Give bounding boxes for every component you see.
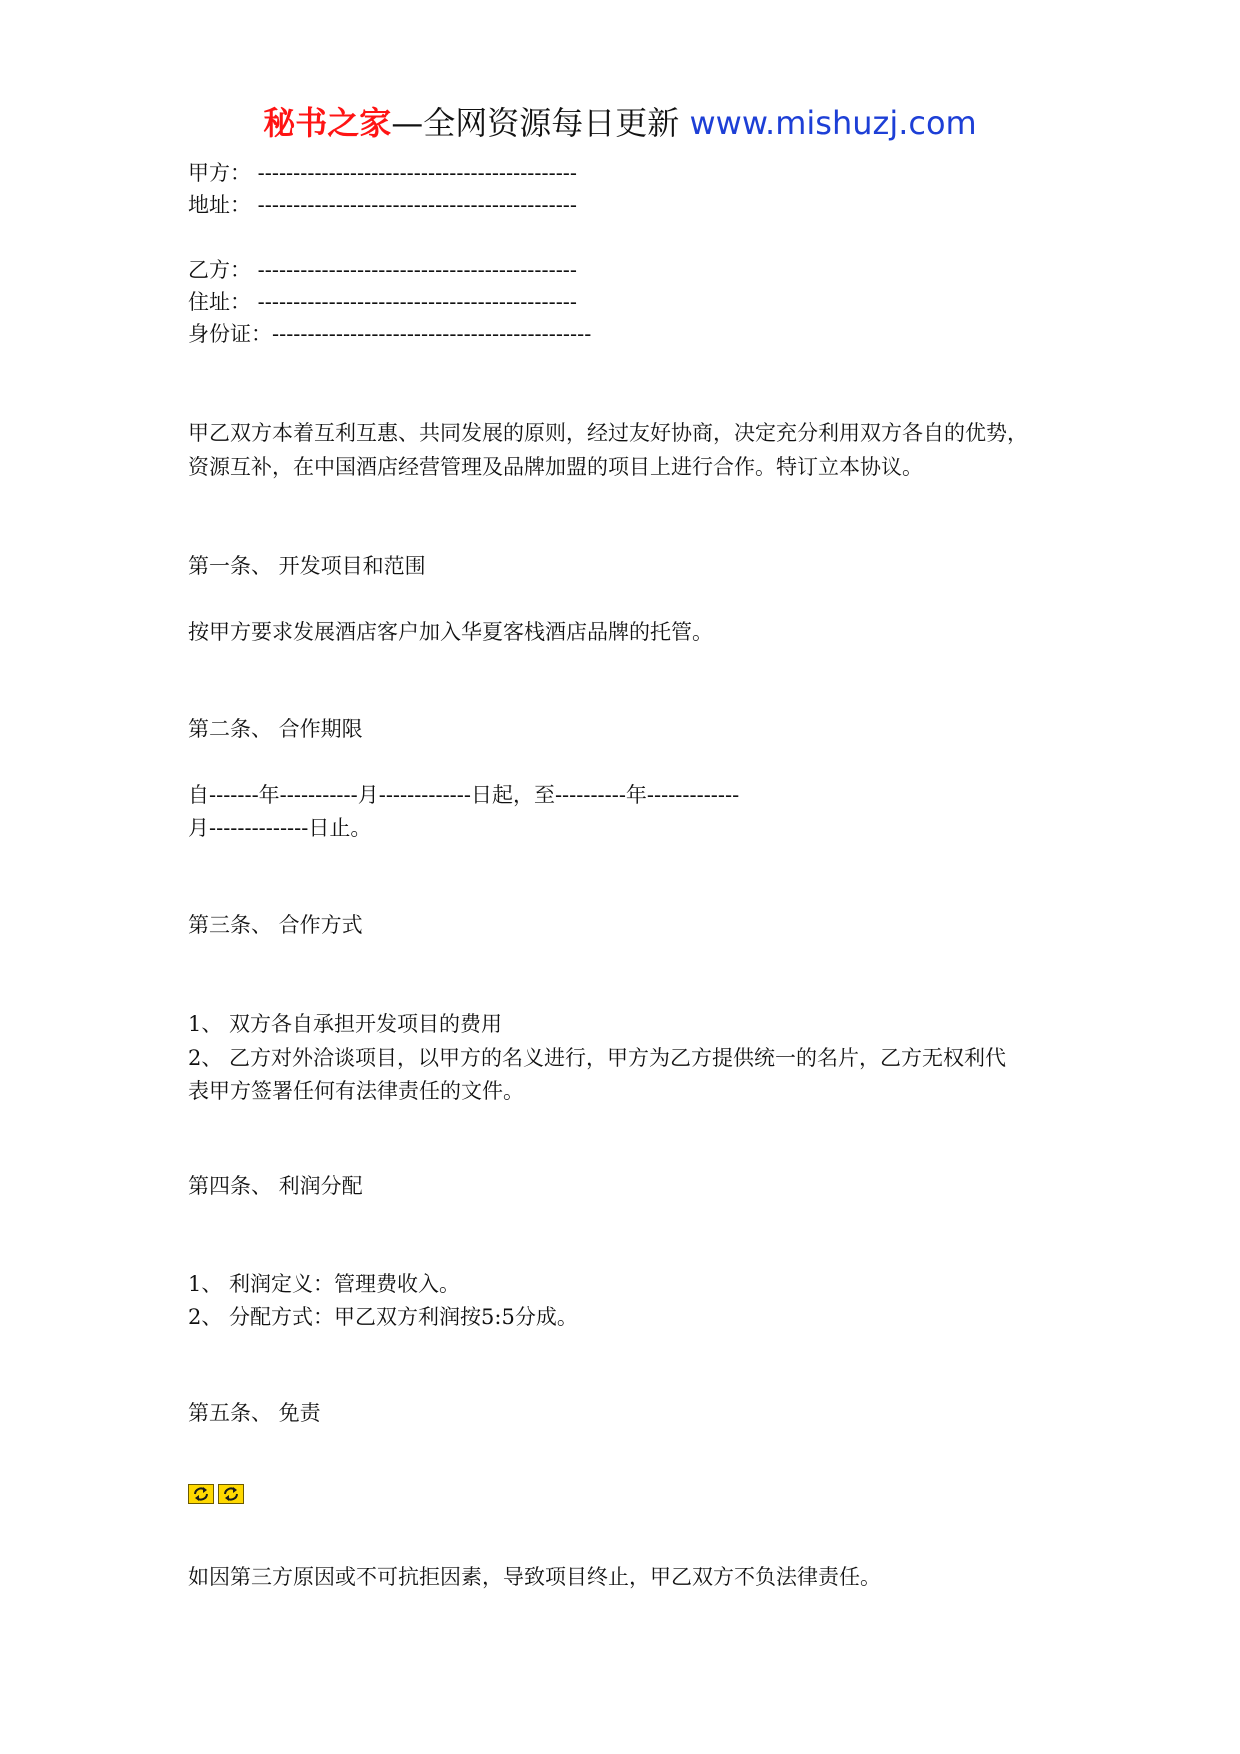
site-banner xyxy=(0,100,1240,146)
banner-url-link[interactable]: www.mishuzj.com xyxy=(679,104,977,142)
id-blank: --------------------------------------------- xyxy=(272,322,592,346)
party-b-blank: --------------------------------------------- xyxy=(251,258,577,282)
article-4-heading: 第四条、 利润分配 xyxy=(188,1174,363,1198)
banner-brand: 秘书之家 xyxy=(263,104,392,142)
article-2-heading: 第二条、 合作期限 xyxy=(188,717,363,741)
address-a-field xyxy=(188,190,577,220)
id-label: 身份证： xyxy=(188,322,272,346)
party-b-field xyxy=(188,255,577,285)
article-5-body: 如因第三方原因或不可抗拒因素，导致项目终止，甲乙双方不负法律责任。 xyxy=(188,1565,881,1589)
article-3-item-2-line-2: 表甲方签署任何有法律责任的文件。 xyxy=(188,1079,524,1103)
article-1-heading: 第一条、 开发项目和范围 xyxy=(188,554,426,578)
party-a-label: 甲方： xyxy=(188,161,251,185)
address-b-blank: --------------------------------------------- xyxy=(251,290,577,314)
article-2-line-2: 月--------------日止。 xyxy=(188,816,372,840)
party-b-label: 乙方： xyxy=(188,258,251,282)
article-5-heading: 第五条、 免责 xyxy=(188,1401,321,1425)
refresh-arrows-icon xyxy=(188,1484,214,1504)
address-a-blank: --------------------------------------------- xyxy=(251,193,577,217)
article-4-item-1: 1、 利润定义：管理费收入。 xyxy=(188,1272,461,1296)
refresh-arrows-icon xyxy=(218,1484,244,1504)
address-b-label: 住址： xyxy=(188,290,251,314)
address-a-label: 地址： xyxy=(188,193,251,217)
placeholder-icon-row xyxy=(188,1484,248,1506)
article-2-line-1: 自-------年-----------月-------------日起，至----------年------------- xyxy=(188,783,740,807)
article-3-heading: 第三条、 合作方式 xyxy=(188,913,363,937)
party-a-blank: --------------------------------------------- xyxy=(251,161,577,185)
intro-line-2: 资源互补，在中国酒店经营管理及品牌加盟的项目上进行合作。特订立本协议。 xyxy=(188,455,923,479)
article-1-body: 按甲方要求发展酒店客户加入华夏客栈酒店品牌的托管。 xyxy=(188,620,713,644)
banner-slogan: —全网资源每日更新 xyxy=(391,104,680,142)
article-3-item-2-line-1: 2、 乙方对外洽谈项目，以甲方的名义进行，甲方为乙方提供统一的名片，乙方无权利代 xyxy=(188,1046,1007,1070)
article-4-item-2: 2、 分配方式：甲乙双方利润按5:5分成。 xyxy=(188,1305,578,1329)
intro-line-1: 甲乙双方本着互利互惠、共同发展的原则，经过友好协商，决定充分利用双方各自的优势， xyxy=(188,421,1028,445)
address-b-field xyxy=(188,287,577,317)
id-field xyxy=(188,319,591,349)
party-a-field xyxy=(188,158,577,188)
article-3-item-1: 1、 双方各自承担开发项目的费用 xyxy=(188,1012,503,1036)
